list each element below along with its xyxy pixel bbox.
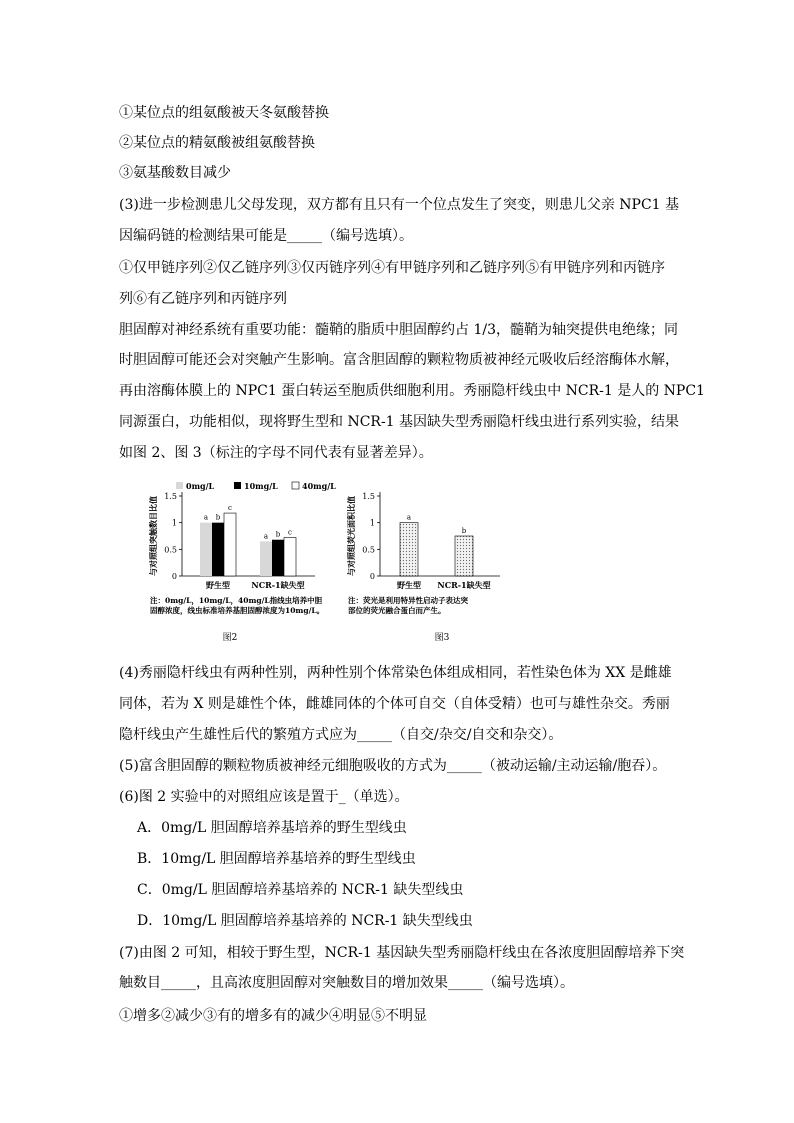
y-tick-label: 1.5 [164, 492, 177, 501]
y-axis-label: 与对照组突触数目比值 [148, 496, 158, 576]
bar-label: c [288, 528, 292, 537]
text-line: A．0mg/L 胆固醇培养基培养的野生型线虫 [137, 820, 407, 836]
text-line: 列⑥有乙链序列和丙链序列 [119, 291, 287, 307]
bar [272, 540, 284, 576]
y-tick-label: 1 [369, 518, 375, 528]
text-line: (7)由图 2 可知，相较于野生型，NCR-1 基因缺失型秀丽隐杆线虫在各浓度胆固醇培养下突 [119, 945, 685, 961]
text-line: C．0mg/L 胆固醇培养基培养的 NCR-1 缺失型线虫 [137, 882, 464, 898]
text-line: 同源蛋白，功能相似，现将野生型和 NCR-1 基因缺失型秀丽隐杆线虫进行系列实验，结果 [119, 414, 680, 430]
text-line: 胆固醇对神经系统有重要功能：髓鞘的脂质中胆固醇约占 1/3，髓鞘为轴突提供电绝缘；同 [119, 322, 678, 338]
bar-label: a [406, 513, 412, 522]
bar [212, 523, 224, 576]
text-line: B．10mg/L 胆固醇培养基培养的野生型线虫 [137, 851, 416, 867]
category-label: NCR-1缺失型 [251, 580, 305, 590]
legend-label: 10mg/L [244, 481, 278, 491]
legend-swatch [292, 482, 299, 489]
y-tick-label: 0.5 [164, 545, 177, 555]
bar [455, 536, 473, 576]
bar-label: c [228, 504, 232, 513]
text-line: 再由溶酶体膜上的 NPC1 蛋白转运至胞质供细胞利用。秀丽隐杆线虫中 NCR-1 是人的 NPC1 [119, 383, 705, 399]
bar-label: b [215, 513, 221, 522]
text-line: (3)进一步检测患儿父母发现，双方都有且只有一个位点发生了突变，则患儿父亲 NPC1 基 [119, 197, 680, 213]
text-line: 同体，若为 X 则是雄性个体，雌雄同体的个体可自交（自体受精）也可与雄性杂交。秀丽 [119, 696, 670, 712]
chart-note: 注：荧光是利用特异性启动子表达突 [348, 596, 468, 605]
text-line: 隐杆线虫产生雄性后代的繁殖方式应为_____（自交/杂交/自交和杂交）。 [119, 727, 563, 743]
chart-title: 图3 [434, 633, 450, 643]
chart-note: 固醇浓度，线虫标准培养基胆固醇浓度为10mg/L。 [150, 606, 325, 615]
text-line: 触数目_____，且高浓度胆固醇对突触数目的增加效果_____（编号选填）。 [119, 975, 574, 991]
legend-label: 40mg/L [302, 481, 336, 491]
text-line: (5)富含胆固醇的颗粒物质被神经元细胞吸收的方式为_____（被动运输/主动运输/胞吞）。 [119, 758, 667, 774]
charts-svg [150, 478, 520, 648]
bar [200, 523, 212, 576]
legend-label: 0mg/L [186, 481, 215, 491]
chart-note: 部位的荧光融合蛋白而产生。 [348, 606, 446, 615]
figure-area [150, 478, 520, 648]
bar [284, 538, 296, 576]
text-line: 如图 2、图 3（标注的字母不同代表有显著差异）。 [119, 445, 433, 461]
y-tick-label: 0 [171, 572, 177, 581]
category-label: 野生型 [397, 580, 421, 590]
text-line: D．10mg/L 胆固醇培养基培养的 NCR-1 缺失型线虫 [137, 913, 473, 929]
text-line: ②某位点的精氨酸被组氨酸替换 [119, 135, 315, 151]
bar-label: b [461, 527, 467, 535]
y-axis-label: 与对照组荧光面积比值 [346, 496, 356, 576]
bar [224, 513, 236, 576]
category-label: NCR-1缺失型 [437, 580, 491, 590]
text-line: ①仅甲链序列②仅乙链序列③仅丙链序列④有甲链序列和乙链序列⑤有甲链序列和丙链序 [119, 260, 665, 276]
y-tick-label: 1 [171, 518, 177, 528]
bar [400, 523, 418, 576]
bar [260, 541, 272, 576]
y-tick-label: 0 [369, 572, 375, 581]
text-line: 因编码链的检测结果可能是_____（编号选填）。 [119, 228, 413, 244]
text-line: ③氨基酸数目减少 [119, 165, 231, 181]
category-label: 野生型 [206, 580, 230, 590]
y-tick-label: 0.5 [362, 545, 375, 555]
bar-label: a [203, 513, 209, 522]
text-line: ①某位点的组氨酸被天冬氨酸替换 [119, 105, 329, 121]
chart-note: 注：0mg/L，10mg/L，40mg/L指线虫培养中胆 [150, 596, 323, 605]
chart-title: 图2 [222, 633, 238, 643]
legend-swatch [234, 482, 241, 489]
legend-swatch [176, 482, 183, 489]
bar-label: a [263, 532, 269, 541]
text-line: (4)秀丽隐杆线虫有两种性别，两种性别个体常染色体组成相同，若性染色体为 XX 是雌雄 [119, 665, 672, 681]
text-line: (6)图 2 实验中的对照组应该是置于_（单选）。 [119, 789, 409, 805]
text-line: ①增多②减少③有的增多有的减少④明显⑤不明显 [119, 1008, 427, 1024]
y-tick-label: 1.5 [362, 492, 375, 501]
bar-label: b [275, 530, 281, 539]
text-line: 时胆固醇可能还会对突触产生影响。富含胆固醇的颗粒物质被神经元吸收后经溶酶体水解， [119, 352, 679, 368]
